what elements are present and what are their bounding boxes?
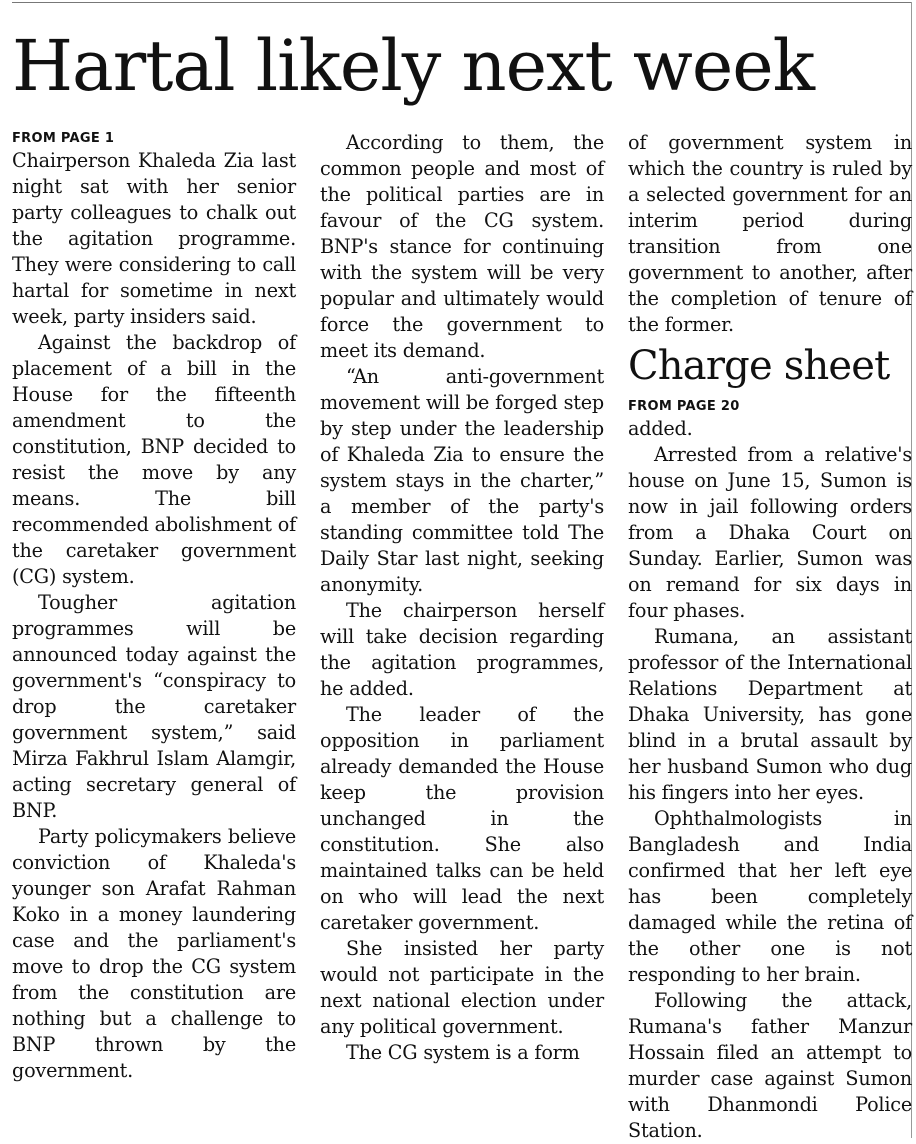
top-rule [12,2,912,3]
from-page-label: FROM PAGE 1 [12,131,115,146]
paragraph: Arrested from a relative's house on June 15, Sumon is now in jail following orders from a Dhaka Court on Sunday. Earlier, Sumon was on remand for six days in four phases. [628,443,912,622]
paragraph: of government system in which the country is ruled by a selected government for an interim period during transition from one government to another, after the completion of tenure of the former. [628,131,912,336]
paragraph: The chairperson herself will take decision regarding the agitation programmes, he added. [320,599,604,700]
paragraph: According to them, the common people and most of the political parties are in favour of the CG system. BNP's stance for continuing with the system will be very popular and ultimately would force the government to meet its demand. [320,131,604,362]
paragraph: Party policymakers believe conviction of Khaleda's younger son Arafat Rahman Koko in a money laundering case and the parliament's move to drop the CG system from the constitution are nothing but a challenge to BNP thrown by the government. [12,825,296,1082]
paragraph: “An anti-government movement will be forged step by step under the leadership of Khaleda Zia to ensure the system stays in the charter,” a member of the party's standing committee told The Daily Star last night, seeking anonymity. [320,365,604,596]
paragraph: Against the backdrop of placement of a bill in the House for the fifteenth amendment to the constitution, BNP decided to resist the move by any means. The bill recommended abolishment of the caretaker government (CG) system. [12,331,296,588]
paragraph: added. [628,417,693,440]
paragraph: Chairperson Khaleda Zia last night sat with her senior party colleagues to chalk out the agitation programme. They were considering to call hartal for sometime in next week, party insiders said. [12,149,296,328]
from-page-label: FROM PAGE 20 [628,399,740,414]
paragraph: The leader of the opposition in parliament already demanded the House keep the provision unchanged in the constitution. She also maintained talks can be held on who will lead the next caretaker government. [320,703,604,934]
column-3 [628,130,912,1144]
paragraph: Ophthalmologists in Bangladesh and India confirmed that her left eye has been completely damaged while the retina of the other one is not responding to her brain. [628,807,912,986]
paragraph: Rumana, an assistant professor of the International Relations Department at Dhaka University, has gone blind in a brutal assault by her husband Sumon who dug his fingers into her eyes. [628,625,912,804]
main-headline: Hartal likely next week [12,25,815,107]
column-2 [320,130,604,1066]
paragraph: The CG system is a form [346,1041,580,1064]
paragraph: Tougher agitation programmes will be announced today against the government's “conspiracy to drop the caretaker government system,” said Mirza Fakhrul Islam Alamgir, acting secretary general of BNP. [12,591,296,822]
charge-sheet-headline: Charge sheet [628,343,890,389]
column-1 [12,130,296,1084]
paragraph: Following the attack, Rumana's father Manzur Hossain filed an attempt to murder case against Sumon with Dhanmondi Police Station. [628,989,912,1142]
paragraph: She insisted her party would not participate in the next national election under any political government. [320,937,604,1038]
